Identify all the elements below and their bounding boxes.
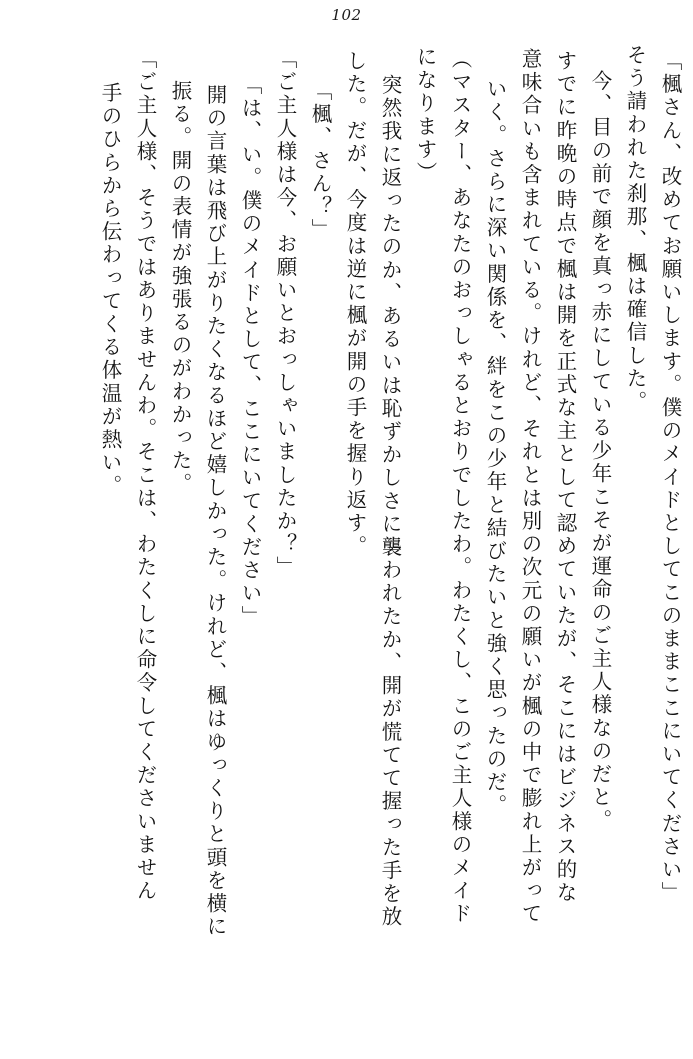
- page-number: 102: [331, 6, 362, 24]
- text-line: 今、目の前で顔を真っ赤にしている少年こそが運命のご主人様なのだと。: [588, 70, 612, 833]
- text-line: （マスター、あなたのおっしゃるとおりでしたわ。わたくし、このご主人様のメイド: [448, 48, 472, 926]
- text-line: 「ご主人様、そうではありませんわ。そこは、わたくしに命令してくださいません: [133, 48, 157, 903]
- text-line: 「は、い。僕のメイドとして、ここにいてください」: [238, 74, 262, 629]
- text-line: 「ご主人様は今、お願いとおっしゃいましたか？」: [273, 48, 297, 580]
- text-line: した。だが、今度は逆に楓が開の手を握り返す。: [343, 50, 367, 559]
- text-line: 突然我に返ったのか、あるいは恥ずかしさに襲われたか、開が慌てて握った手を放: [378, 74, 402, 929]
- text-line: になります）: [413, 46, 437, 185]
- text-line: すでに昨晩の時点で楓は開を正式な主として認めていたが、そこにはビジネス的な: [553, 50, 577, 905]
- text-line: 振る。開の表情が強張るのがわかった。: [168, 80, 192, 496]
- vertical-text-body: [12, 44, 680, 1029]
- text-line: 「楓さん、改めてお願いします。僕のメイドとしてこのままここにいてください」: [658, 50, 682, 905]
- text-line: 意味合いも含まれている。けれど、それとは別の次元の願いが楓の中で膨れ上がって: [518, 48, 542, 926]
- text-line: いく。さらに深い関係を、絆をこの少年と結びたいと強く思ったのだ。: [483, 78, 507, 818]
- text-line: 手のひらから伝わってくる体温が熱い。: [98, 82, 122, 498]
- text-line: 開の言葉は飛び上がりたくなるほど嬉しかった。けれど、楓はゆっくりと頭を横に: [203, 84, 227, 939]
- text-line: 「楓、さん？」: [308, 80, 332, 242]
- text-line: そう請われた刹那、楓は確信した。: [623, 44, 647, 414]
